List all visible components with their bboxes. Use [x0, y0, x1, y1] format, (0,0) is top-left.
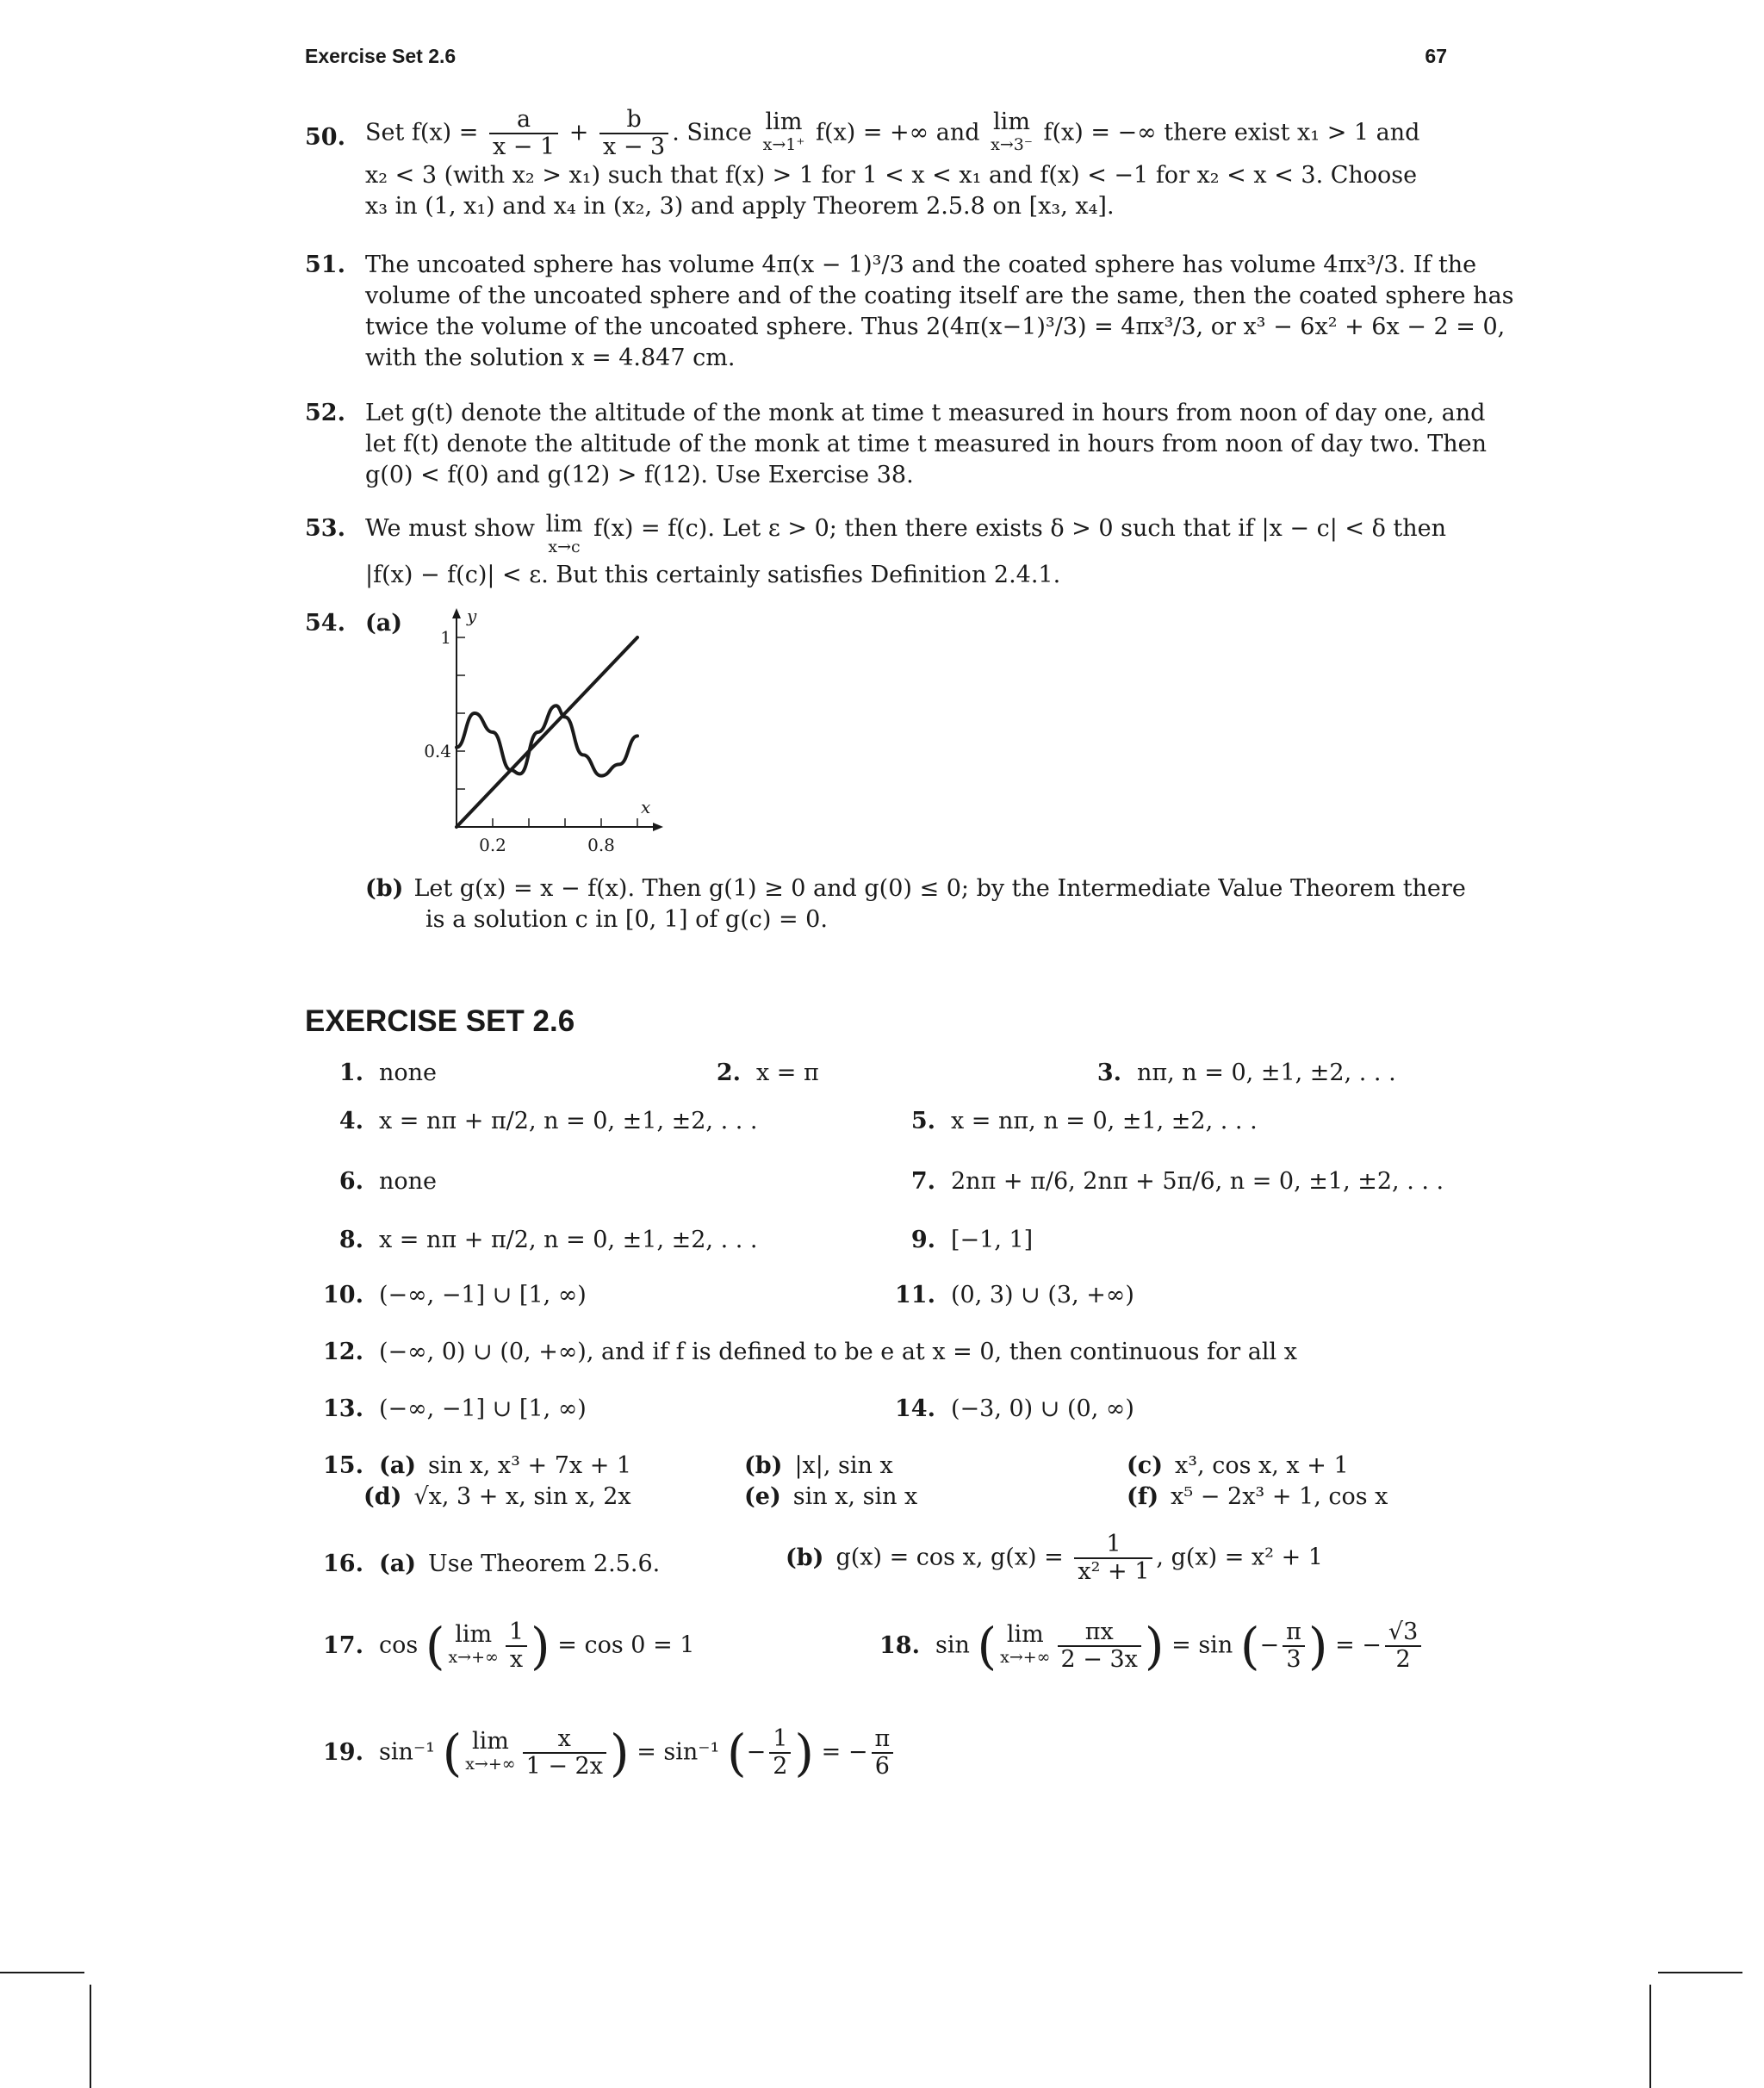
- answer-17: [305, 1619, 694, 1673]
- answer-text: x = π: [756, 1060, 819, 1086]
- text: Set f(x) =: [365, 119, 479, 146]
- part-label: (a): [379, 1452, 417, 1479]
- answer-text: √x, 3 + x, sin x, 2x: [413, 1483, 631, 1510]
- part-label: (a): [379, 1550, 417, 1577]
- fraction: [1283, 1619, 1305, 1673]
- fraction: [523, 1726, 606, 1780]
- part-label-b: (b): [365, 875, 404, 902]
- answer-number: 8.: [339, 1227, 363, 1253]
- page-number: 67: [1425, 45, 1447, 67]
- part-label: (e): [744, 1483, 781, 1510]
- answer-text: nπ, n = 0, ±1, ±2, . . .: [1137, 1060, 1396, 1086]
- answer-text: = sin⁻¹: [637, 1738, 720, 1766]
- answer-text: , g(x) = x² + 1: [1156, 1544, 1323, 1571]
- answer-15-e: [744, 1482, 917, 1513]
- answer-number: 6.: [339, 1168, 363, 1195]
- crop-mark: [0, 1972, 84, 1973]
- problem-52-line-3: g(0) < f(0) and g(12) > f(12). Use Exercise 38.: [365, 462, 914, 488]
- problem-number: 52.: [305, 400, 345, 426]
- left-paren: (: [442, 1724, 463, 1782]
- y-tick-label: 0.4: [424, 741, 451, 761]
- part-label: (b): [744, 1452, 783, 1479]
- part-label: (c): [1127, 1452, 1163, 1479]
- answer-8: [305, 1225, 758, 1256]
- y-tick-label: 1: [440, 627, 451, 648]
- problem-number: 54.: [305, 610, 345, 637]
- left-paren: (: [425, 1617, 445, 1675]
- denominator: x − 3: [603, 134, 666, 160]
- answer-text: none: [379, 1060, 438, 1086]
- problem-51-line-3: twice the volume of the uncoated sphere. Thus 2(4π(x−1)³/3) = 4πx³/3, or x³ − 6x² + 6x − 2 = 0,: [365, 314, 1506, 340]
- problem-50-line-3: x₃ in (1, x₁) and x₄ in (x₂, 3) and apply Theorem 2.5.8 on [x₃, x₄].: [365, 193, 1115, 220]
- answer-number: 14.: [895, 1395, 935, 1422]
- answer-1: [305, 1058, 437, 1089]
- problem-50: [305, 107, 1447, 222]
- numerator: π: [1283, 1619, 1305, 1647]
- answer-number: 5.: [910, 1108, 935, 1134]
- answer-number: 1.: [339, 1060, 363, 1086]
- minus-sign: −: [1259, 1631, 1280, 1659]
- right-paren: ): [531, 1617, 550, 1675]
- problem-number: 53.: [305, 515, 345, 542]
- crop-mark: [1649, 1985, 1651, 2088]
- fraction: [1074, 1532, 1152, 1585]
- denominator: 2 − 3x: [1060, 1646, 1138, 1673]
- problem-51-line-4: with the solution x = 4.847 cm.: [365, 345, 736, 371]
- answer-16-b: [786, 1532, 1323, 1585]
- answer-15-f: [1127, 1482, 1388, 1513]
- operator: +: [568, 119, 589, 146]
- problem-51: [305, 250, 1514, 374]
- section-title: EXERCISE SET 2.6: [305, 1004, 575, 1038]
- answer-text: (−∞, 0) ∪ (0, +∞), and if f is defined to be e at x = 0, then continuous for all x: [379, 1339, 1297, 1365]
- answer-text: = sin: [1171, 1631, 1233, 1659]
- left-paren: (: [977, 1617, 997, 1675]
- answer-3: [1063, 1058, 1396, 1089]
- problem-52-line-1: Let g(t) denote the altitude of the monk at time t measured in hours from noon of day one, and: [365, 400, 1486, 426]
- left-paren: (: [726, 1724, 747, 1782]
- answer-16: [305, 1549, 660, 1580]
- answer-text: = −: [1335, 1631, 1382, 1659]
- answer-11: [877, 1280, 1134, 1311]
- problem-51-line-2: volume of the uncoated sphere and of the coating itself are the same, then the coated sphere has: [365, 283, 1514, 309]
- answer-7: [877, 1166, 1444, 1197]
- problem-52: [305, 398, 1487, 491]
- numerator: a: [489, 107, 558, 134]
- x-axis-label: x: [641, 797, 651, 817]
- answer-number: 18.: [879, 1631, 920, 1659]
- crop-mark: [90, 1985, 91, 2088]
- answer-5: [877, 1106, 1258, 1137]
- tick-labels: [424, 606, 650, 855]
- answer-number: 12.: [323, 1339, 363, 1365]
- series: [457, 637, 637, 827]
- limit-operator: lim: [765, 109, 803, 135]
- numerator: x: [523, 1726, 606, 1754]
- text: f(x) = +∞ and: [815, 119, 980, 146]
- problem-52-line-2: let f(t) denote the altitude of the monk at time t measured in hours from noon of day two. Then: [365, 431, 1487, 457]
- fraction: [769, 1726, 791, 1780]
- limit: [546, 513, 583, 558]
- denominator: x² + 1: [1078, 1558, 1150, 1585]
- answer-text: Use Theorem 2.5.6.: [428, 1550, 661, 1577]
- answer-18: [861, 1619, 1425, 1673]
- numerator: π: [872, 1726, 894, 1754]
- x-tick-label: 0.2: [479, 835, 506, 855]
- problem-53-line-1: [365, 513, 1447, 558]
- answer-number: 2.: [716, 1060, 741, 1086]
- answer-text: x = nπ + π/2, n = 0, ±1, ±2, . . .: [379, 1227, 758, 1253]
- y-axis-label: y: [467, 606, 477, 626]
- problem-53: [305, 513, 1447, 591]
- function-name: sin⁻¹: [379, 1738, 435, 1766]
- limit: [991, 111, 1033, 156]
- answer-number: 16.: [323, 1550, 363, 1577]
- limit-subscript: x→c: [548, 538, 581, 556]
- function-graph: [405, 603, 663, 855]
- answer-number: 13.: [323, 1395, 363, 1422]
- answer-number: 7.: [910, 1168, 935, 1195]
- answer-10: [305, 1280, 587, 1311]
- answer-14: [877, 1394, 1134, 1425]
- answer-13: [305, 1394, 587, 1425]
- running-header-title: Exercise Set 2.6: [305, 45, 457, 67]
- answer-2: [682, 1058, 819, 1089]
- right-paren: ): [794, 1724, 815, 1782]
- answer-number: 10.: [323, 1282, 363, 1308]
- limit-operator: lim: [471, 1728, 509, 1755]
- part-label-a: (a): [365, 610, 403, 637]
- answer-number: 3.: [1096, 1060, 1121, 1086]
- problem-50-line-1: [365, 107, 1447, 160]
- answer-text: (−∞, −1] ∪ [1, ∞): [379, 1395, 587, 1422]
- answer-text: x³, cos x, x + 1: [1175, 1452, 1349, 1479]
- denominator: x: [509, 1646, 524, 1673]
- denominator: 3: [1286, 1646, 1301, 1673]
- answer-19: [305, 1726, 897, 1780]
- problem-number: 50.: [305, 124, 345, 151]
- series-curve-f: [457, 705, 637, 775]
- denominator: 2: [1395, 1646, 1411, 1673]
- answer-text: sin x, sin x: [792, 1483, 918, 1510]
- limit-subscript: x→3⁻: [991, 135, 1033, 154]
- x-tick-label: 0.8: [587, 835, 615, 855]
- answer-number: 11.: [895, 1282, 935, 1308]
- limit-operator: lim: [993, 109, 1030, 135]
- minus-sign: −: [746, 1738, 767, 1766]
- limit-subscript: x→+∞: [448, 1648, 499, 1667]
- part-label: (b): [786, 1544, 824, 1571]
- answer-text: 2nπ + π/6, 2nπ + 5π/6, n = 0, ±1, ±2, . . .: [951, 1168, 1444, 1195]
- answer-9: [877, 1225, 1033, 1256]
- text: We must show: [365, 515, 536, 542]
- answer-15-b: [744, 1451, 893, 1482]
- answer-text: (0, 3) ∪ (3, +∞): [951, 1282, 1134, 1308]
- left-paren: (: [1239, 1617, 1260, 1675]
- right-paren: ): [1144, 1617, 1165, 1675]
- answer-text: none: [379, 1168, 438, 1195]
- answer-text: g(x) = cos x, g(x) =: [835, 1544, 1064, 1571]
- answer-text: (−3, 0) ∪ (0, ∞): [951, 1395, 1134, 1422]
- numerator: 1: [1074, 1532, 1152, 1559]
- answer-number: 15.: [323, 1452, 363, 1479]
- answer-text: x = nπ + π/2, n = 0, ±1, ±2, . . .: [379, 1108, 758, 1134]
- part-label: (f): [1127, 1483, 1159, 1510]
- answer-number: 4.: [339, 1108, 363, 1134]
- limit-subscript: x→+∞: [1000, 1648, 1051, 1667]
- answer-15-c: [1127, 1451, 1349, 1482]
- answer-text: sin x, x³ + 7x + 1: [428, 1452, 632, 1479]
- answer-15-d: [363, 1482, 631, 1513]
- limit: [448, 1621, 499, 1669]
- numerator: b: [599, 107, 668, 134]
- numerator: 1: [769, 1726, 791, 1754]
- right-paren: ): [1307, 1617, 1328, 1675]
- problem-54-b-line-2: is a solution c in [0, 1] of g(c) = 0.: [425, 906, 828, 933]
- answer-text: |x|, sin x: [794, 1452, 893, 1479]
- answer-text: x⁵ − 2x³ + 1, cos x: [1171, 1483, 1388, 1510]
- limit: [1000, 1621, 1051, 1669]
- fraction: [506, 1619, 527, 1673]
- right-paren: ): [609, 1724, 630, 1782]
- fraction: [872, 1726, 894, 1780]
- problem-54-part-b: [305, 873, 1466, 935]
- answer-number: 19.: [323, 1738, 363, 1766]
- numerator: πx: [1058, 1619, 1141, 1647]
- y-axis-arrow: [452, 608, 461, 618]
- text: f(x) = −∞ there exist x₁ > 1 and: [1043, 119, 1420, 146]
- problem-50-line-2: x₂ < 3 (with x₂ > x₁) such that f(x) > 1 for 1 < x < x₁ and f(x) < −1 for x₂ < x < 3. Choose: [365, 162, 1418, 189]
- limit-operator: lim: [455, 1621, 493, 1648]
- denominator: x − 1: [493, 134, 556, 160]
- answer-text: x = nπ, n = 0, ±1, ±2, . . .: [951, 1108, 1258, 1134]
- denominator: 1 − 2x: [525, 1753, 603, 1780]
- problem-54-b-line-1: [365, 873, 1466, 904]
- series-line-identity: [457, 637, 637, 827]
- problem-number: 51.: [305, 252, 345, 278]
- answer-6: [305, 1166, 437, 1197]
- limit-subscript: x→+∞: [465, 1755, 516, 1774]
- answer-number: 9.: [910, 1227, 935, 1253]
- denominator: 2: [773, 1753, 788, 1780]
- answer-text: = cos 0 = 1: [557, 1631, 695, 1659]
- problem-51-line-1: The uncoated sphere has volume 4π(x − 1)³/3 and the coated sphere has volume 4πx³/3. If the: [365, 252, 1477, 278]
- crop-mark: [1658, 1972, 1742, 1973]
- text: f(x) = f(c). Let ε > 0; then there exists δ > 0 such that if |x − c| < δ then: [593, 515, 1447, 542]
- fraction: [599, 107, 668, 160]
- problem-53-line-2: |f(x) − f(c)| < ε. But this certainly satisfies Definition 2.4.1.: [365, 562, 1061, 588]
- answer-15: [305, 1451, 631, 1482]
- limit-subscript: x→1⁺: [762, 135, 805, 154]
- limit-operator: lim: [1006, 1621, 1044, 1648]
- part-label: (d): [363, 1483, 402, 1510]
- answer-text: [−1, 1]: [951, 1227, 1034, 1253]
- numerator: √3: [1385, 1619, 1421, 1647]
- answer-text: (−∞, −1] ∪ [1, ∞): [379, 1282, 587, 1308]
- answer-12: [305, 1337, 1297, 1368]
- answer-4: [305, 1106, 758, 1137]
- answer-text: = −: [821, 1738, 868, 1766]
- x-axis-arrow: [653, 823, 663, 831]
- limit: [763, 111, 805, 156]
- limit: [465, 1728, 516, 1775]
- limit-operator: lim: [545, 511, 583, 538]
- answer-number: 17.: [323, 1631, 363, 1659]
- function-name: sin: [935, 1631, 970, 1659]
- numerator: 1: [506, 1619, 527, 1647]
- denominator: 6: [874, 1753, 890, 1780]
- fraction: [1058, 1619, 1141, 1673]
- fraction: [489, 107, 558, 160]
- text: Let g(x) = x − f(x). Then g(1) ≥ 0 and g(0) ≤ 0; by the Intermediate Value Theorem there: [413, 875, 1466, 902]
- function-name: cos: [379, 1631, 419, 1659]
- fraction: [1385, 1619, 1421, 1673]
- text: . Since: [672, 119, 753, 146]
